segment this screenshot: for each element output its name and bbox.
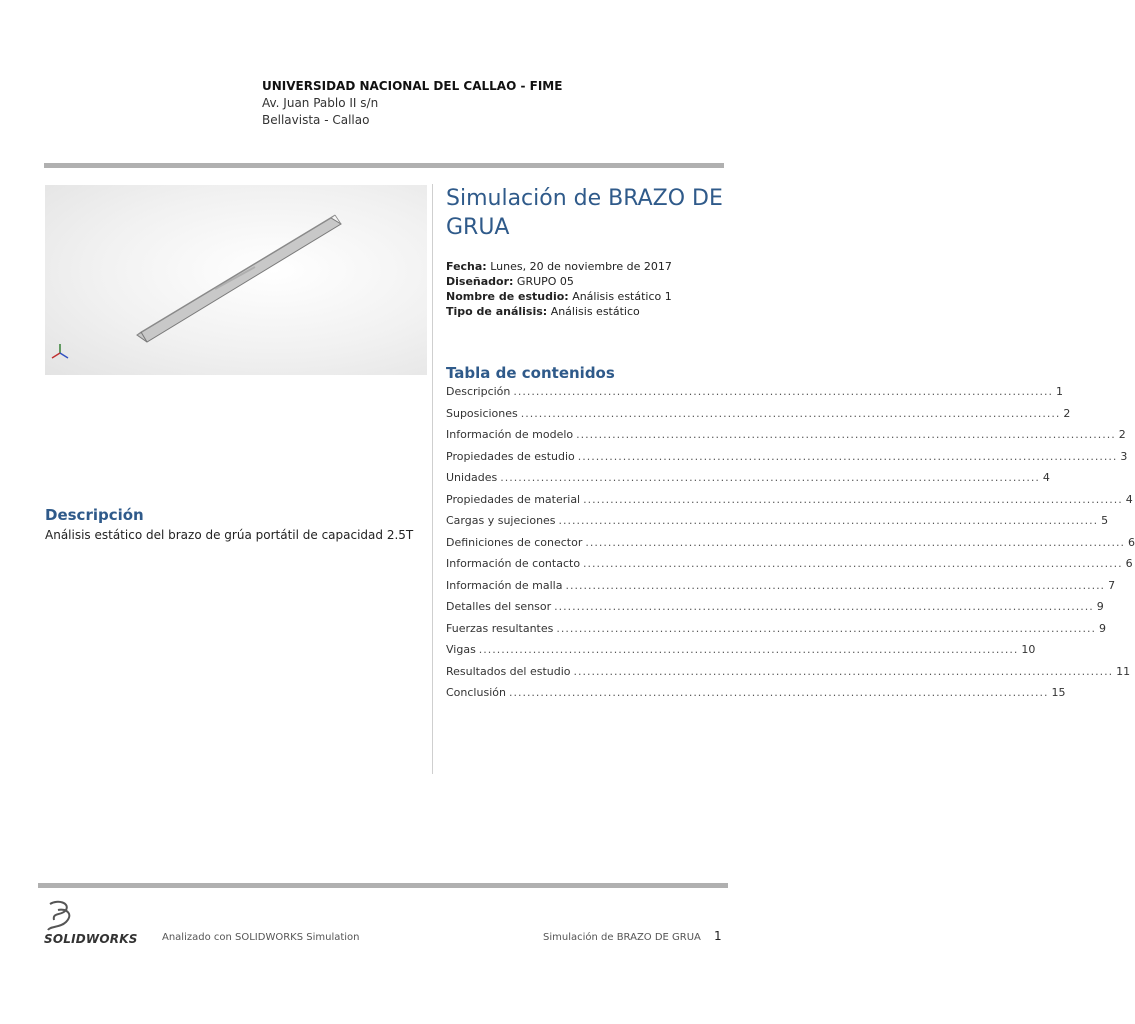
toc-item-page: 5 <box>1101 514 1109 527</box>
toc-leader-dots: ........................................................................................................................ <box>565 578 1106 592</box>
toc-item-label: Fuerzas resultantes <box>446 621 554 635</box>
toc-item-page: 3 <box>1120 449 1128 463</box>
logo-rest-part: WORKS <box>85 932 138 946</box>
ds-logo-icon <box>44 900 78 932</box>
toc-item[interactable] <box>446 640 1036 662</box>
toc-item-page: 10 <box>1021 643 1036 656</box>
designer-row <box>446 274 672 289</box>
toc-item-page: 6 <box>1125 557 1133 570</box>
toc-item-page: 2 <box>1118 428 1126 441</box>
study-name-value: Análisis estático 1 <box>572 290 672 303</box>
footer-document-title: Simulación de BRAZO DE GRUA <box>543 932 701 943</box>
toc-item[interactable] <box>446 468 1050 490</box>
top-divider <box>44 163 724 168</box>
toc-leader-dots: ........................................................................................................................ <box>500 471 1040 484</box>
logo-bold-part: SOLID <box>44 932 86 946</box>
description-text: Análisis estático del brazo de grúa portátil de capacidad 2.5T <box>45 528 414 542</box>
toc-leader-dots: ........................................................................................................................ <box>478 643 1019 656</box>
toc-leader-dots: ........................................................................................................................ <box>556 621 1096 635</box>
designer-label: Diseñador: <box>446 275 514 288</box>
toc-item[interactable] <box>446 662 1131 684</box>
toc-item[interactable] <box>446 382 1063 404</box>
bottom-divider <box>38 883 728 888</box>
toc-item-label: Información de contacto <box>446 557 581 570</box>
toc-item[interactable] <box>446 447 1128 469</box>
analysis-type-value: Análisis estático <box>550 305 640 318</box>
toc-item-label: Detalles del sensor <box>446 600 552 613</box>
toc-item-page: 9 <box>1098 621 1106 635</box>
toc-item[interactable] <box>446 597 1104 619</box>
toc-item-page: 7 <box>1108 578 1116 592</box>
study-name-label: Nombre de estudio: <box>446 290 569 303</box>
toc-item[interactable] <box>446 619 1106 641</box>
designer-value: GRUPO 05 <box>516 275 574 288</box>
toc-item-label: Definiciones de conector <box>446 535 583 549</box>
analysis-type-label: Tipo de análisis: <box>446 305 548 318</box>
toc-item-label: Información de modelo <box>446 428 574 441</box>
date-value: Lunes, 20 de noviembre de 2017 <box>490 260 672 273</box>
toc-item-label: Suposiciones <box>446 406 518 420</box>
toc-item[interactable] <box>446 683 1066 705</box>
toc-item[interactable] <box>446 576 1116 598</box>
toc-leader-dots: ........................................................................................................................ <box>558 514 1099 527</box>
toc-leader-dots: ........................................................................................................................ <box>554 600 1094 613</box>
solidworks-wordmark <box>44 932 138 946</box>
toc-item-label: Unidades <box>446 471 498 484</box>
date-row <box>446 259 672 274</box>
toc-item-page: 4 <box>1125 492 1133 506</box>
toc-item-page: 6 <box>1127 535 1135 549</box>
simulation-title: Simulación de BRAZO DE GRUA <box>446 186 723 240</box>
column-divider <box>432 184 433 774</box>
axis-triad-icon <box>52 344 68 358</box>
table-of-contents <box>446 382 1135 705</box>
toc-leader-dots: ........................................................................................................................ <box>520 406 1061 420</box>
toc-item-label: Vigas <box>446 643 476 656</box>
toc-item-page: 9 <box>1096 600 1104 613</box>
toc-item[interactable] <box>446 404 1071 426</box>
toc-item[interactable] <box>446 511 1109 533</box>
toc-item-label: Propiedades de material <box>446 492 581 506</box>
toc-leader-dots: ........................................................................................................................ <box>583 557 1123 570</box>
analysis-type-row <box>446 304 672 319</box>
toc-item[interactable] <box>446 490 1133 512</box>
toc-item-page: 1 <box>1055 385 1063 398</box>
toc-item-label: Cargas y sujeciones <box>446 514 556 527</box>
toc-item[interactable] <box>446 425 1126 447</box>
toc-title: Tabla de contenidos <box>446 364 615 382</box>
toc-item-label: Información de malla <box>446 578 563 592</box>
report-header <box>262 78 562 129</box>
model-preview-image <box>45 185 427 375</box>
toc-item-label: Descripción <box>446 385 511 398</box>
toc-leader-dots: ........................................................................................................................ <box>585 535 1125 549</box>
solidworks-logo <box>44 900 154 950</box>
toc-leader-dots: ........................................................................................................................ <box>573 664 1114 678</box>
university-name: UNIVERSIDAD NACIONAL DEL CALLAO - FIME <box>262 79 563 93</box>
study-metadata <box>446 259 672 319</box>
address-line-2: Bellavista - Callao <box>262 113 370 127</box>
toc-leader-dots: ........................................................................................................................ <box>513 385 1053 398</box>
toc-item[interactable] <box>446 554 1133 576</box>
toc-item-page: 11 <box>1116 664 1131 678</box>
toc-item-page: 2 <box>1063 406 1071 420</box>
footer-analyzed-with: Analizado con SOLIDWORKS Simulation <box>162 932 360 943</box>
footer-page-number: 1 <box>714 929 722 943</box>
toc-item-label: Conclusión <box>446 686 506 699</box>
toc-leader-dots: ........................................................................................................................ <box>583 492 1123 506</box>
toc-item-label: Propiedades de estudio <box>446 449 575 463</box>
study-name-row <box>446 289 672 304</box>
description-title: Descripción <box>45 506 144 524</box>
toc-item-page: 4 <box>1042 471 1050 484</box>
toc-leader-dots: ........................................................................................................................ <box>577 449 1118 463</box>
toc-item-label: Resultados del estudio <box>446 664 571 678</box>
address-line-1: Av. Juan Pablo II s/n <box>262 96 379 110</box>
toc-item-page: 15 <box>1051 686 1066 699</box>
toc-item[interactable] <box>446 533 1135 555</box>
toc-leader-dots: ........................................................................................................................ <box>508 686 1049 699</box>
date-label: Fecha: <box>446 260 487 273</box>
toc-leader-dots: ........................................................................................................................ <box>576 428 1116 441</box>
